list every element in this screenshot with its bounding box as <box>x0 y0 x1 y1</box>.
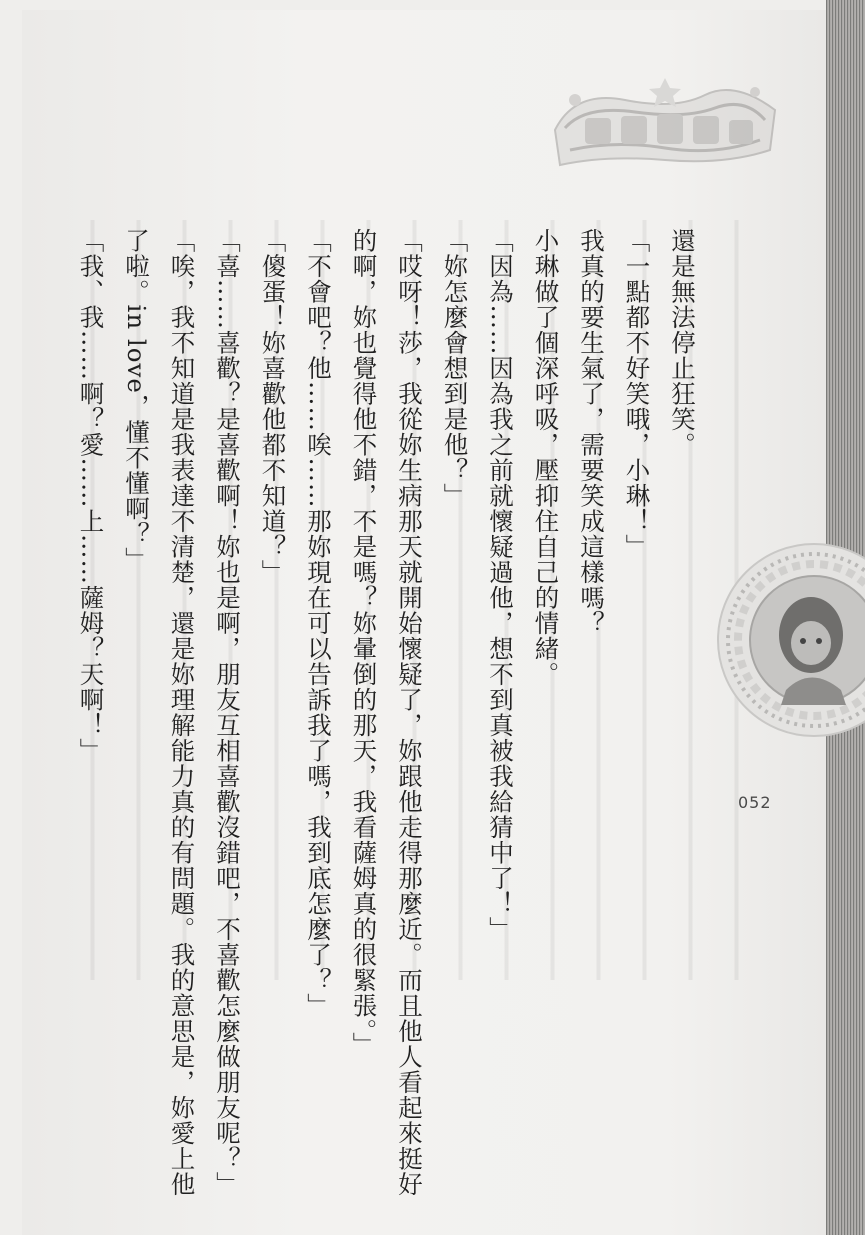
page-number: 052 <box>738 793 772 812</box>
paragraph: 「傻蛋！妳喜歡他都不知道？」 <box>258 228 288 585</box>
paragraph: 「因為……因為我之前就懷疑過他，想不到真被我給猜中了！」 <box>486 228 515 942</box>
series-logo <box>545 70 785 185</box>
paragraph: 「哎呀！莎，我從妳生病那天就開始懷疑了，妳跟他走得那麼近。而且他人看起來挺好的啊，妳也覺得他不錯，不是嗎？妳暈倒的那天，我看薩姆真的很緊張。」 <box>349 228 424 1197</box>
vertical-body-text <box>76 228 705 1208</box>
paragraph: 小琳做了個深呼吸，壓抑住自己的情緒。 <box>531 228 561 687</box>
paragraph: 「一點都不好笑哦，小琳！」 <box>622 228 652 560</box>
paragraph: 「我、我……啊？愛……上……薩姆？天啊！」 <box>76 228 106 764</box>
paragraph: 「妳怎麼會想到是他？」 <box>440 228 470 509</box>
paragraph: 「不會吧？他……唉……那妳現在可以告訴我了嗎，我到底怎麼了？」 <box>304 228 333 1019</box>
paragraph: 「唉，我不知道是我表達不清楚，還是妳理解能力真的有問題。我的意思是，妳愛上他了啦。in love，懂不懂啊？」 <box>122 228 197 1197</box>
lace-frame-illustration <box>716 515 865 765</box>
paragraph: 我真的要生氣了，需要笑成這樣嗎？ <box>577 228 606 636</box>
paragraph: 「喜……喜歡？是喜歡啊！妳也是啊，朋友互相喜歡沒錯吧，不喜歡怎麼做朋友呢？」 <box>213 228 242 1197</box>
paragraph: 還是無法停止狂笑。 <box>668 228 697 458</box>
